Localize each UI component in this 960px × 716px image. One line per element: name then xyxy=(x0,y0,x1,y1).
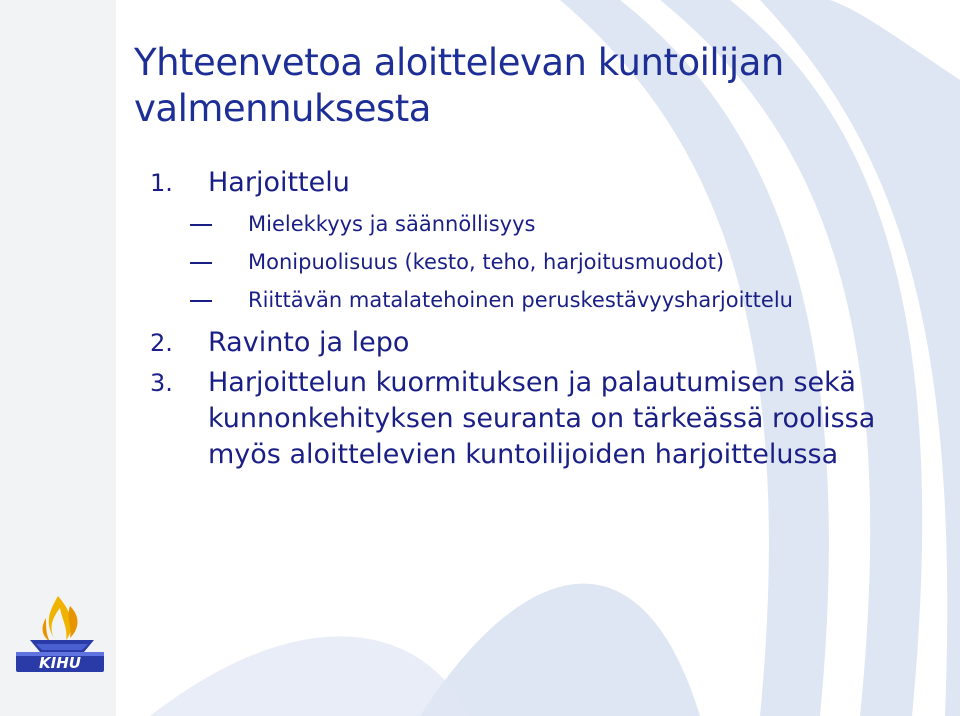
sub-item-3 xyxy=(150,281,930,319)
sub-item-text: Mielekkyys ja säännöllisyys xyxy=(248,212,536,236)
list-item-number: 2. xyxy=(150,329,173,357)
sub-item-text: Monipuolisuus (kesto, teho, harjoitusmuodot) xyxy=(248,250,725,274)
list-item-text-line-2: kunnonkehityksen seuranta on tärkeässä roolissa xyxy=(208,403,876,434)
list-item-2 xyxy=(150,325,930,361)
sub-item-2 xyxy=(150,243,930,281)
list-item-number: 1. xyxy=(150,169,173,197)
slide-body xyxy=(150,165,930,473)
list-item-1 xyxy=(150,165,930,201)
sub-item-1 xyxy=(150,205,930,243)
slide-title-line-2: valmennuksesta xyxy=(134,87,431,130)
list-item-text: Ravinto ja lepo xyxy=(208,327,410,358)
logo-text: KIHU xyxy=(39,654,81,672)
list-item-text-line-3: myös aloittelevien kuntoilijoiden harjoittelussa xyxy=(208,439,839,470)
dash-bullet xyxy=(190,262,212,264)
dash-bullet xyxy=(190,300,212,302)
list-item-text-line-1: Harjoittelun kuormituksen ja palautumisen sekä xyxy=(208,367,856,398)
dash-bullet xyxy=(190,224,212,226)
sub-item-text: Riittävän matalatehoinen peruskestävyysharjoittelu xyxy=(248,288,793,312)
kihu-logo xyxy=(10,588,110,678)
slide-title-line-1: Yhteenvetoa aloittelevan kuntoilijan xyxy=(134,41,784,84)
slide-title xyxy=(134,40,894,132)
list-item-3 xyxy=(150,365,930,473)
list-item-text: Harjoittelu xyxy=(208,167,350,198)
list-item-number: 3. xyxy=(150,369,173,397)
